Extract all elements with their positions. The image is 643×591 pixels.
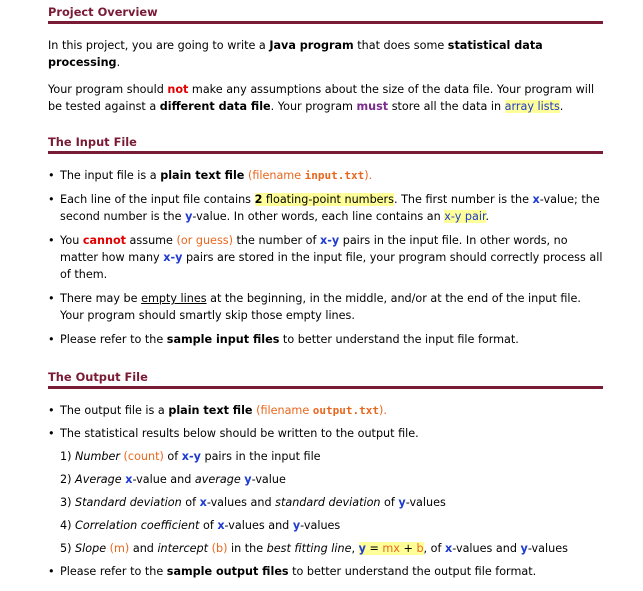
text: . xyxy=(559,100,564,113)
text: assume xyxy=(126,234,177,247)
text: (count) xyxy=(120,450,164,463)
text: Average xyxy=(75,473,122,486)
filename-note xyxy=(253,404,387,417)
result-item-3 xyxy=(60,494,603,511)
text: , xyxy=(351,542,359,555)
plain-text-term: plain text file xyxy=(160,169,245,182)
overview-paragraph-1 xyxy=(48,37,603,71)
x-var: x xyxy=(217,519,225,532)
text: ). xyxy=(379,404,387,417)
text: = xyxy=(365,542,383,555)
filename-note xyxy=(244,169,372,182)
y-var: y xyxy=(292,519,301,532)
text: In this project, you are going to write a xyxy=(48,39,270,52)
text: There may be xyxy=(60,292,142,305)
text: Standard deviation xyxy=(75,496,182,509)
slope-symbol: (m) xyxy=(106,542,130,555)
text: , of xyxy=(423,542,445,555)
text: floating-point numbers xyxy=(262,193,394,206)
text: -values and xyxy=(206,496,276,509)
floating-point-highlight xyxy=(255,193,394,206)
different-data-file-term: different data file xyxy=(159,100,271,113)
list-item xyxy=(48,167,603,184)
text: -values xyxy=(405,496,446,509)
text: . The first number is the xyxy=(393,193,533,206)
text: pairs are stored in the input file, your program should correctly process all of them. xyxy=(60,251,603,281)
list-item xyxy=(48,290,603,324)
text: -values and xyxy=(452,542,521,555)
two-count: 2 xyxy=(254,193,263,206)
input-list xyxy=(48,167,603,348)
b-term: b xyxy=(416,542,424,555)
text: 4) xyxy=(60,519,76,532)
text: Please refer to the xyxy=(60,333,167,346)
y-var: y xyxy=(398,496,406,509)
mx-term: mx xyxy=(382,542,400,555)
java-program-term: Java program xyxy=(269,39,354,52)
array-lists-highlight: array lists xyxy=(504,100,560,113)
statistical-term: statistical data processing xyxy=(48,39,543,69)
xy-pair-highlight: x-y pair xyxy=(444,210,486,223)
text: -value. In other words, each line contains an xyxy=(192,210,445,223)
must-emphasis: must xyxy=(356,100,389,113)
y-var: y xyxy=(185,210,193,223)
text: to better understand the input file format. xyxy=(279,333,519,346)
sample-input-files-term: sample input files xyxy=(166,333,280,346)
xy-var: x-y xyxy=(320,234,340,247)
output-filename: output.txt xyxy=(312,404,380,417)
output-heading: The Output File xyxy=(48,370,603,389)
text: + xyxy=(399,542,417,555)
text: of xyxy=(199,519,218,532)
text: The statistical results below should be written to the output file. xyxy=(60,427,419,440)
text: the number of xyxy=(232,234,320,247)
list-item xyxy=(48,232,603,283)
line-equation-highlight xyxy=(359,542,424,555)
text: You xyxy=(60,234,83,247)
text: pairs in the input file xyxy=(200,450,321,463)
text: pairs in the input file. In other words, no matter how many xyxy=(60,234,568,264)
text: to better understand the output file format. xyxy=(288,565,537,578)
intercept-symbol: (b) xyxy=(208,542,228,555)
sample-output-files-term: sample output files xyxy=(166,565,289,578)
y-var: y xyxy=(244,473,252,486)
text: Each line of the input file contains xyxy=(60,193,255,206)
text: The output file is a xyxy=(60,404,169,417)
text: -values xyxy=(527,542,568,555)
text: Correlation coefficient xyxy=(75,519,200,532)
x-var: x xyxy=(199,496,207,509)
result-item-5 xyxy=(60,540,603,557)
x-var: x xyxy=(532,193,540,206)
text: -value; the second number is the xyxy=(60,193,600,223)
text: in the xyxy=(227,542,267,555)
xy-var: x-y xyxy=(163,251,183,264)
text: Please refer to the xyxy=(60,565,167,578)
text: The input file is a xyxy=(60,169,161,182)
input-heading: The Input File xyxy=(48,135,603,154)
text: standard deviation xyxy=(275,496,381,509)
text: Your program should xyxy=(48,83,168,96)
text: best fitting line xyxy=(266,542,352,555)
text: store all the data in xyxy=(388,100,505,113)
list-item xyxy=(48,425,603,557)
input-filename: input.txt xyxy=(304,169,365,182)
text: of xyxy=(181,496,200,509)
x-var: x xyxy=(445,542,453,555)
text: Number xyxy=(75,450,120,463)
text: (filename xyxy=(244,169,305,182)
document xyxy=(48,0,603,580)
text: 1) xyxy=(60,450,76,463)
or-guess-note: (or guess) xyxy=(176,234,233,247)
y-var: y xyxy=(358,542,366,555)
y-var: y xyxy=(520,542,528,555)
text: at the beginning, in the middle, and/or at the end of the input file. Your program should smartly skip those empty lines. xyxy=(60,292,581,322)
result-item-1 xyxy=(60,448,603,465)
list-item xyxy=(48,331,603,348)
text: 3) xyxy=(60,496,76,509)
text: -value xyxy=(251,473,286,486)
overview-paragraph-2 xyxy=(48,81,603,115)
text: (filename xyxy=(252,404,313,417)
result-item-2 xyxy=(60,471,603,488)
not-emphasis: not xyxy=(167,83,189,96)
results-list xyxy=(60,448,603,557)
text: 5) xyxy=(60,542,76,555)
text: make any assumptions about the size of the data file. Your program will be tested against a xyxy=(48,83,595,113)
text: . xyxy=(116,56,121,69)
text: of xyxy=(380,496,399,509)
text: 2) xyxy=(60,473,76,486)
text: intercept xyxy=(157,542,209,555)
text: . xyxy=(485,210,490,223)
text: of xyxy=(163,450,182,463)
overview-heading: Project Overview xyxy=(48,5,603,24)
text: -values and xyxy=(224,519,293,532)
xy-var: x-y xyxy=(181,450,201,463)
list-item xyxy=(48,191,603,225)
output-list xyxy=(48,402,603,580)
list-item xyxy=(48,402,603,419)
result-item-4 xyxy=(60,517,603,534)
plain-text-term: plain text file xyxy=(168,404,253,417)
text: -value and xyxy=(132,473,195,486)
text: that does some xyxy=(353,39,448,52)
text: ). xyxy=(364,169,373,182)
x-var: x xyxy=(125,473,133,486)
text: and xyxy=(129,542,158,555)
empty-lines-term: empty lines xyxy=(141,292,207,305)
list-item xyxy=(48,563,603,580)
text: . Your program xyxy=(270,100,357,113)
text: -values xyxy=(300,519,341,532)
text: average xyxy=(194,473,241,486)
text: Slope xyxy=(75,542,107,555)
cannot-emphasis: cannot xyxy=(82,234,126,247)
